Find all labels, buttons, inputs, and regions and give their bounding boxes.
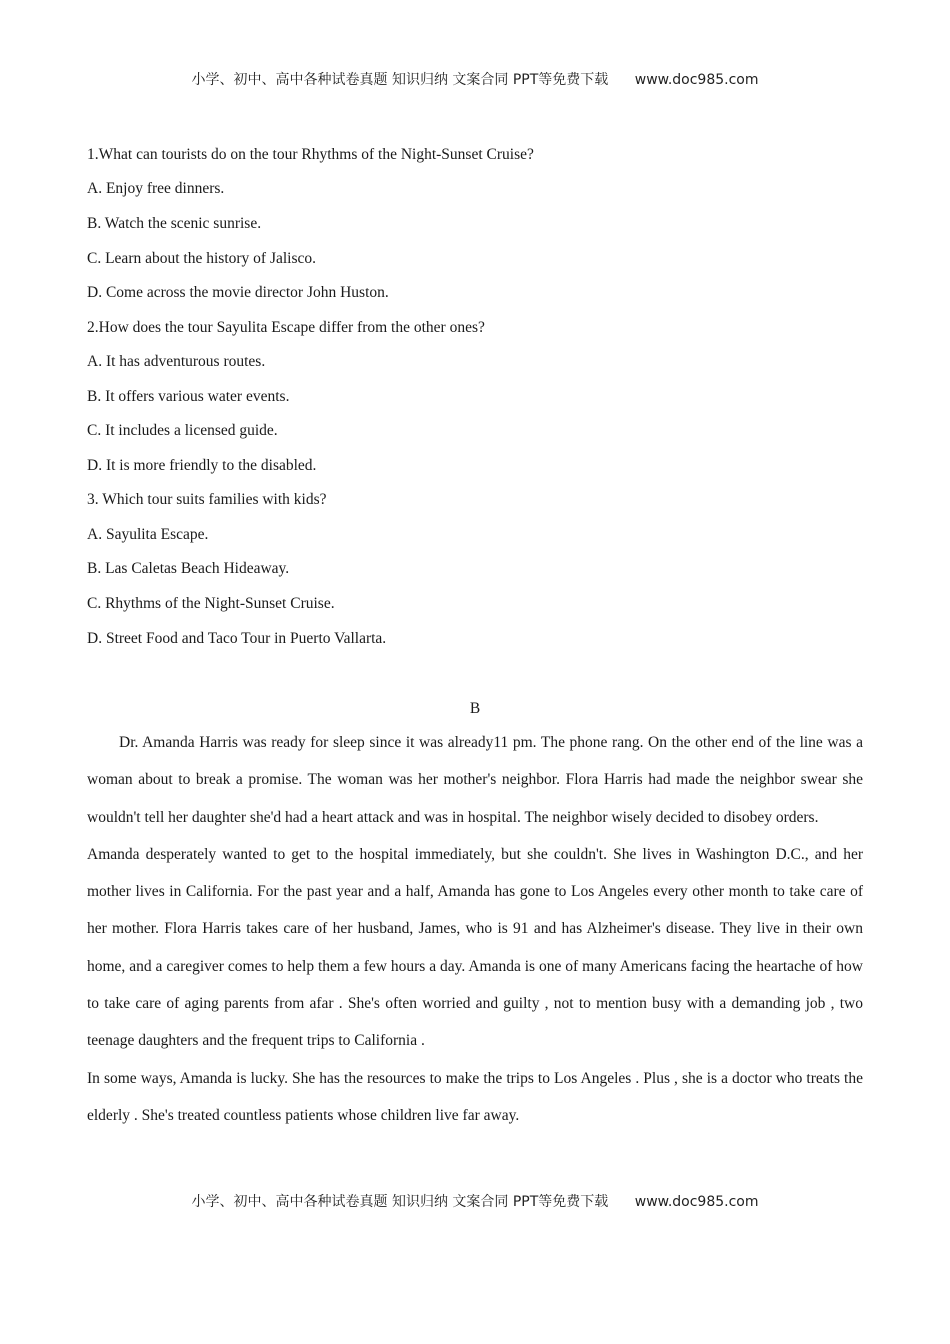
question-2-stem: 2.How does the tour Sayulita Escape differ from the other ones? bbox=[87, 319, 485, 336]
footer-url-link[interactable]: www.doc985.com bbox=[634, 1194, 759, 1210]
passage-paragraph-2: Amanda desperately wanted to get to the hospital immediately, but she couldn't. She lives in Washington D.C., and her mother lives in California. For the past year and a half, Amanda has gone to Los Angeles every other month to take care of her mother. Flora Harris takes care of her husband, James, who is 91 and has Alzheimer's disease. They live in their own home, and a caregiver comes to help them a few hours a day. Amanda is one of many Americans facing the heartache of how to take care of aging parents from afar . She's often worried and guilty , not to mention busy with a demanding job , two teenage daughters and the frequent trips to California . bbox=[87, 845, 863, 1050]
question-1-option-b: B. Watch the scenic sunrise. bbox=[87, 215, 262, 232]
passage-paragraph-3: In some ways, Amanda is lucky. She has the resources to make the trips to Los Angeles . Plus , she is a doctor who treats the elderly . She's treated countless patients whose children live far away. bbox=[87, 1069, 863, 1124]
question-3-stem: 3. Which tour suits families with kids? bbox=[87, 491, 327, 508]
question-3-option-b: B. Las Caletas Beach Hideaway. bbox=[87, 560, 290, 577]
section-heading: B bbox=[469, 700, 481, 717]
header-text: 小学、初中、高中各种试卷真题 知识归纳 文案合同 PPT等免费下载 bbox=[191, 72, 609, 88]
reading-passage bbox=[87, 724, 863, 1134]
header-url-link[interactable]: www.doc985.com bbox=[634, 72, 759, 88]
question-2-option-d: D. It is more friendly to the disabled. bbox=[87, 457, 317, 474]
question-2-option-a: A. It has adventurous routes. bbox=[87, 353, 266, 370]
page-footer bbox=[0, 1191, 950, 1211]
question-2-option-b: B. It offers various water events. bbox=[87, 388, 290, 405]
question-3-option-a: A. Sayulita Escape. bbox=[87, 526, 209, 543]
question-1-option-c: C. Learn about the history of Jalisco. bbox=[87, 250, 317, 267]
question-3-option-c: C. Rhythms of the Night-Sunset Cruise. bbox=[87, 595, 335, 612]
question-2-option-c: C. It includes a licensed guide. bbox=[87, 422, 278, 439]
page-header bbox=[0, 69, 950, 89]
question-1-option-d: D. Come across the movie director John Huston. bbox=[87, 284, 389, 301]
question-1-stem: 1.What can tourists do on the tour Rhythms of the Night-Sunset Cruise? bbox=[87, 146, 534, 163]
passage-paragraph-1: Dr. Amanda Harris was ready for sleep since it was already11 pm. The phone rang. On the other end of the line was a woman about to break a promise. The woman was her mother's neighbor. Flora Harris had made the neighbor swear she wouldn't tell her daughter she'd had a heart attack and was in hospital. The neighbor wisely decided to disobey orders. bbox=[87, 734, 863, 826]
question-3-option-d: D. Street Food and Taco Tour in Puerto Vallarta. bbox=[87, 630, 387, 647]
footer-text: 小学、初中、高中各种试卷真题 知识归纳 文案合同 PPT等免费下载 bbox=[191, 1194, 609, 1210]
question-1-option-a: A. Enjoy free dinners. bbox=[87, 180, 225, 197]
